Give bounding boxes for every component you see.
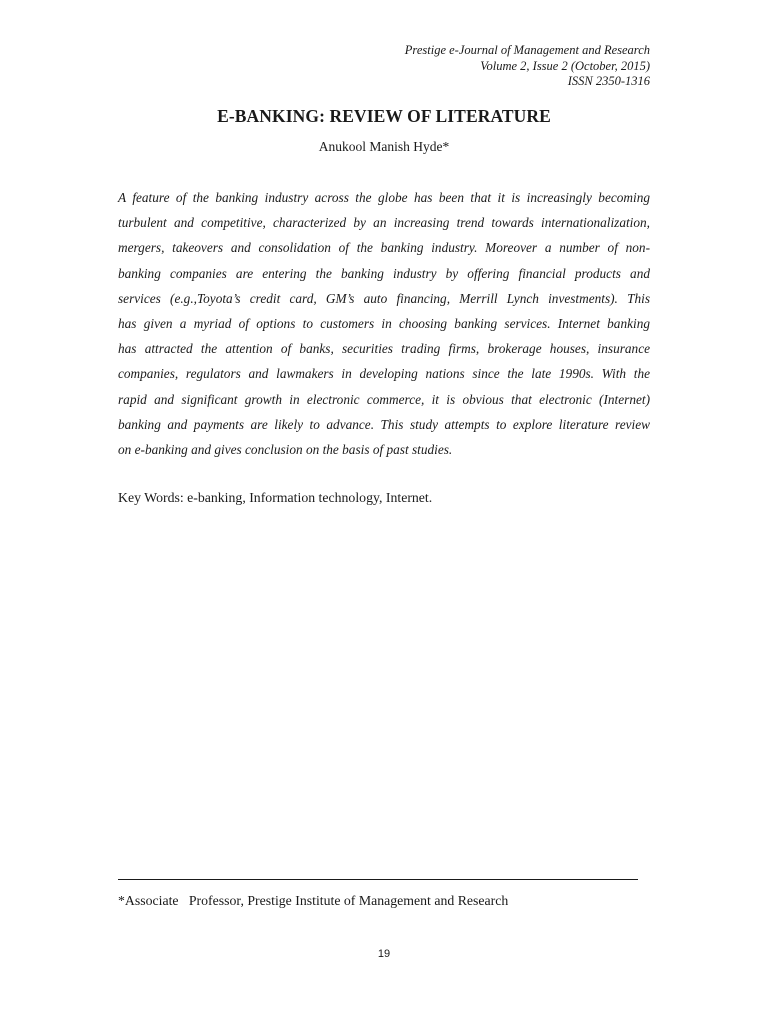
- journal-volume: Volume 2, Issue 2 (October, 2015): [480, 58, 650, 73]
- abstract-line: turbulent and competitive, characterized by an increasing trend towards internationalization,: [118, 215, 650, 231]
- abstract-line: A feature of the banking industry across the globe has been that it is increasingly becoming: [118, 190, 650, 205]
- abstract-line: mergers, takeovers and consolidation of the banking industry. Moreover a number of non-: [118, 240, 650, 256]
- journal-issn: ISSN 2350-1316: [567, 74, 650, 88]
- journal-header: [405, 43, 650, 90]
- journal-name: Prestige e-Journal of Management and Research: [404, 43, 650, 57]
- abstract-line: has given a myriad of options to customers in choosing banking services. Internet banking: [118, 316, 650, 332]
- abstract-line: services (e.g.,Toyota’s credit card, GM’s auto financing, Merrill Lynch investments). This: [118, 290, 650, 306]
- footnote-divider: [118, 879, 638, 880]
- keywords: Key Words: e-banking, Information technology, Internet.: [118, 490, 433, 505]
- abstract-line: on e-banking and gives conclusion on the basis of past studies.: [118, 442, 453, 458]
- paper-author: Anukool Manish Hyde*: [318, 139, 450, 154]
- abstract-line: rapid and significant growth in electronic commerce, it is obvious that electronic (Internet): [118, 391, 650, 407]
- abstract: [118, 185, 650, 462]
- abstract-line: banking companies are entering the banking industry by offering financial products and: [118, 265, 650, 281]
- abstract-line: companies, regulators and lawmakers in developing nations since the late 1990s. With the: [118, 366, 650, 382]
- author-footnote: *Associate Professor, Prestige Institute of Management and Research: [118, 893, 509, 908]
- paper-title: E-BANKING: REVIEW OF LITERATURE: [217, 106, 551, 126]
- page-number: 19: [377, 948, 391, 960]
- abstract-line: banking and payments are likely to advance. This study attempts to explore literature review: [118, 416, 650, 432]
- abstract-line: has attracted the attention of banks, securities trading firms, brokerage houses, insurance: [118, 341, 650, 357]
